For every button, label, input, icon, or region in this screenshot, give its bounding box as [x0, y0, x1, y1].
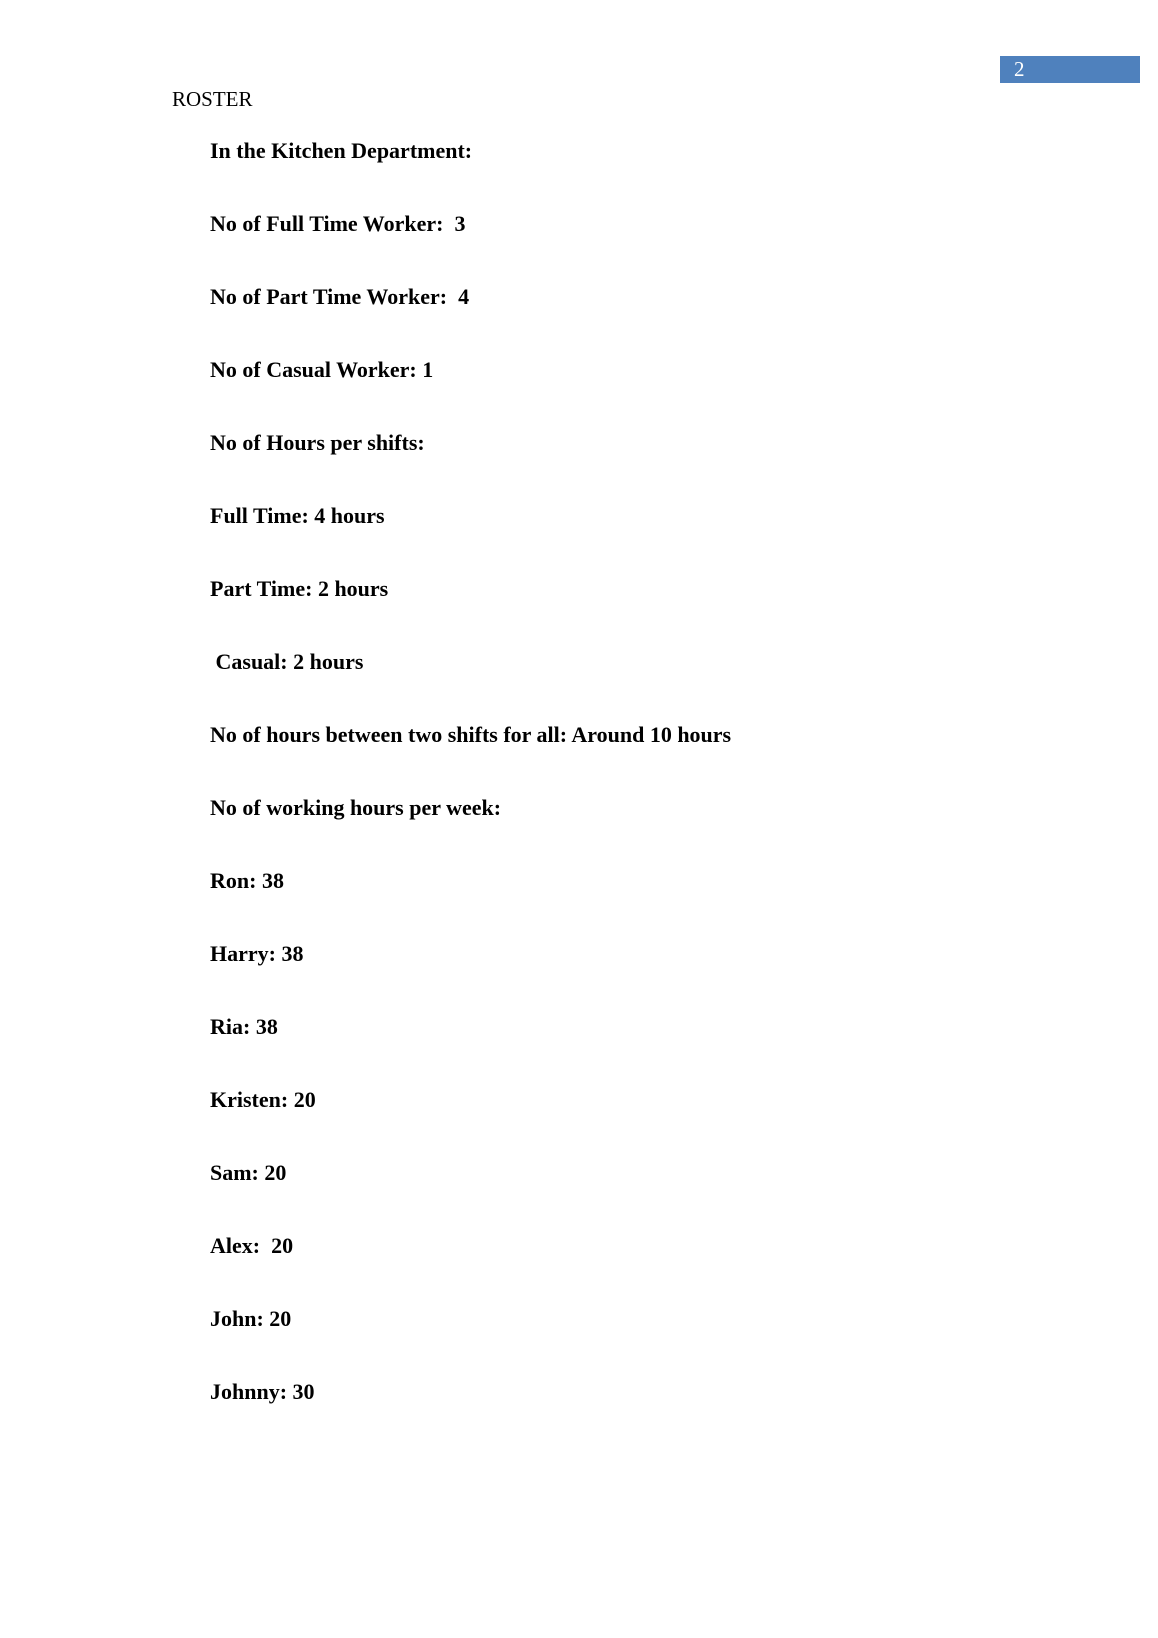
weekly-hours-heading: No of working hours per week:	[210, 795, 502, 820]
worker-hours-johnny: Johnny: 30	[210, 1379, 315, 1404]
full-time-shift-hours: Full Time: 4 hours	[210, 503, 385, 528]
part-time-worker-count: No of Part Time Worker: 4	[210, 284, 470, 309]
running-head: ROSTER	[172, 87, 253, 111]
full-time-worker-count: No of Full Time Worker: 3	[210, 211, 466, 236]
page-number-badge	[1000, 56, 1140, 83]
page-number: 2	[1014, 57, 1025, 81]
worker-hours-john: John: 20	[210, 1306, 292, 1331]
worker-hours-ria: Ria: 38	[210, 1014, 278, 1039]
worker-hours-harry: Harry: 38	[210, 941, 304, 966]
worker-hours-alex: Alex: 20	[210, 1233, 294, 1258]
casual-shift-hours: Casual: 2 hours	[210, 649, 364, 674]
document-body	[210, 138, 731, 1452]
casual-worker-count: No of Casual Worker: 1	[210, 357, 434, 382]
part-time-shift-hours: Part Time: 2 hours	[210, 576, 389, 601]
hours-per-shift-heading: No of Hours per shifts:	[210, 430, 425, 455]
worker-hours-sam: Sam: 20	[210, 1160, 287, 1185]
hours-between-shifts: No of hours between two shifts for all: Around 10 hours	[210, 722, 732, 747]
section-heading: In the Kitchen Department:	[210, 138, 473, 163]
worker-hours-ron: Ron: 38	[210, 868, 284, 893]
worker-hours-kristen: Kristen: 20	[210, 1087, 316, 1112]
